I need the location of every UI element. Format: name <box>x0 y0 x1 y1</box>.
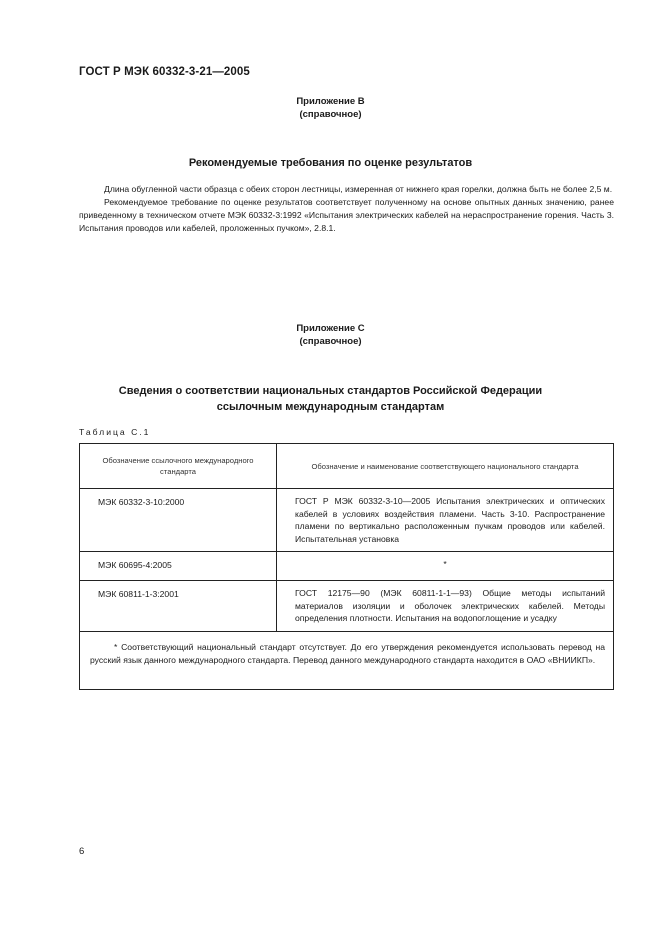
annex-b-body <box>79 183 614 235</box>
national-standard: * <box>277 552 614 581</box>
international-code: МЭК 60811-1-3:2001 <box>80 581 277 632</box>
document-header: ГОСТ Р МЭК 60332-3-21—2005 <box>79 66 250 78</box>
table-note-row <box>80 632 614 690</box>
national-standard: ГОСТ 12175—90 (МЭК 60811-1-1—93) Общие методы испытаний материалов изоляции и оболочек электрических кабелей. Методы определения плотности. Испытания на водопоглощение и усадку <box>277 581 614 632</box>
table-header-row <box>80 444 614 489</box>
table-label: Таблица С.1 <box>79 427 151 437</box>
table-row <box>80 552 614 581</box>
annex-b-type: (справочное) <box>299 109 362 120</box>
annex-b-paragraph: Длина обугленной части образца с обеих сторон лестницы, измеренная от нижнего края горелки, должна быть не более 2,5 м. <box>104 184 613 194</box>
table-note <box>80 632 614 690</box>
table-note-text: * Соответствующий национальный стандарт отсутствует. До его утверждения рекомендуется использовать перевод на русский язык данного международного стандарта. Перевод данного международного стандарта находится в ОАО «ВНИИКП». <box>90 642 605 665</box>
column-header-national: Обозначение и наименование соответствующего национального стандарта <box>277 444 614 489</box>
annex-c-heading-line2: ссылочным международным стандартам <box>216 401 445 413</box>
table-row <box>80 489 614 552</box>
annex-c-heading-line1: Сведения о соответствии национальных стандартов Российской Федерации <box>118 385 543 397</box>
annex-b-paragraph: Рекомендуемое требование по оценке результатов соответствует полученному на основе опытных данных значению, ранее приведенному в техническом отчете МЭК 60332-3:1992 «Испытания электрических кабелей на нераспространение горения. Часть 3. Испытания проводов или кабелей, проложенных пучком», 2.8.1. <box>79 197 614 233</box>
international-code: МЭК 60695-4:2005 <box>80 552 277 581</box>
column-header-international: Обозначение ссылочного международного стандарта <box>80 444 277 489</box>
annex-b-heading: Рекомендуемые требования по оценке результатов <box>188 157 473 169</box>
national-standard: ГОСТ Р МЭК 60332-3-10—2005 Испытания электрических и оптических кабелей в условиях воздействия пламени. Часть 3-10. Распространение пламени по вертикально расположенным пучкам проводов или кабелей. Испытательная установка <box>277 489 614 552</box>
table-row <box>80 581 614 632</box>
standards-table <box>79 443 614 690</box>
page-number: 6 <box>79 846 85 857</box>
international-code: МЭК 60332-3-10:2000 <box>80 489 277 552</box>
annex-b-title: Приложение В <box>296 96 365 107</box>
annex-c-type: (справочное) <box>299 336 362 347</box>
annex-c-title: Приложение С <box>296 323 365 334</box>
